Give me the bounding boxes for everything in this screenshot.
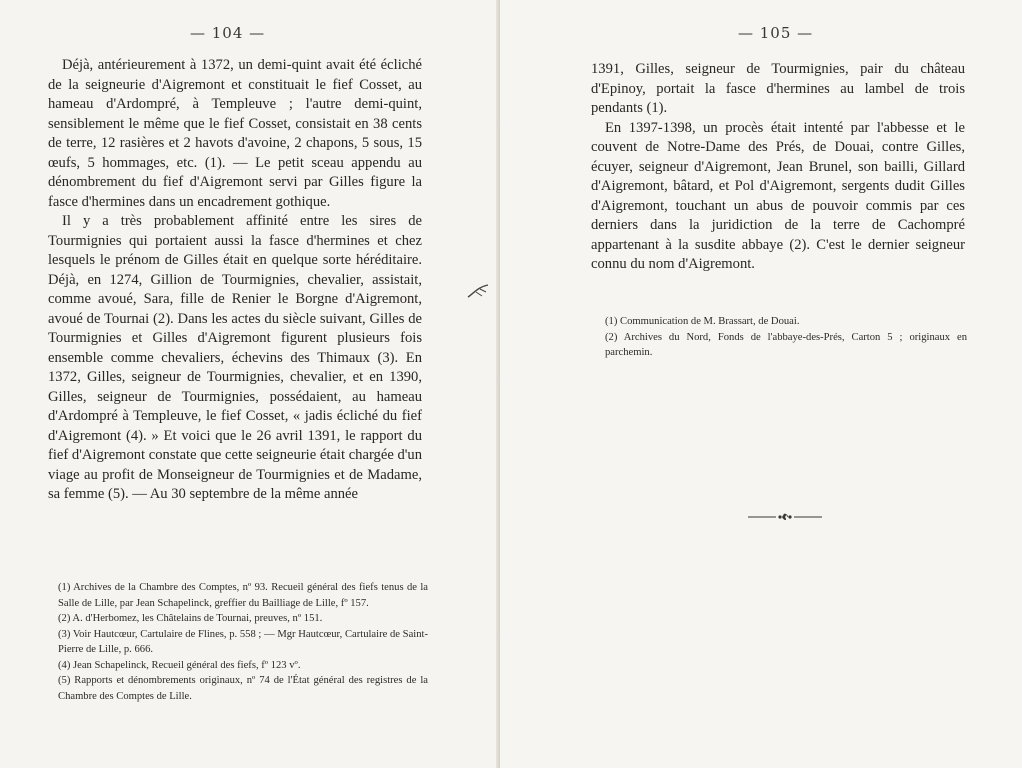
right-footnotes (605, 314, 967, 361)
left-page (0, 0, 500, 768)
left-body-text (48, 56, 422, 505)
footnote: (4) Jean Schapelinck, Recueil général des fiefs, fº 123 vº. (58, 659, 301, 671)
ink-mark-icon (466, 281, 492, 301)
right-body-text (591, 60, 965, 275)
footnote: (5) Rapports et dénombrements originaux, nº 74 de l'État général des registres de la Chambre des Comptes de Lille. (58, 675, 428, 702)
footnote: (2) A. d'Herbomez, les Châtelains de Tournai, preuves, nº 151. (58, 613, 323, 624)
page-number-left: — 104 — (190, 24, 266, 42)
left-footnotes (58, 580, 428, 704)
end-ornament-icon (748, 510, 822, 524)
footnote: (2) Archives du Nord, Fonds de l'abbaye-des-Prés, Carton 5 ; originaux en parchemin. (605, 331, 967, 358)
footnote: (1) Archives de la Chambre des Comptes, nº 93. Recueil général des fiefs tenus de la Salle de Lille, par Jean Schapelinck, greffier du Bailliage de Lille, fº 157. (58, 582, 428, 609)
paragraph: Il y a très probablement affinité entre les sires de Tourmignies qui portaient aussi la fasce d'hermines et chez lesquels le prénom de Gilles était en quelque sorte héréditaire. Déjà, en 1274, Gillion de Tourmignies, chevalier, assistait, comme avoué, Sara, fille de Renier le Borgne d'Aigremont, avoué de Tournai (2). Dans les actes du siècle suivant, Gilles de Tourmignies et Gilles d'Aigremont figurent plusieurs fois ensemble comme chevaliers, échevins des Thimaux (3). En 1372, Gilles, seigneur de Tourmignies, chevalier, et en 1390, Gilles, seigneur de Tourmignies, possédaient, au hameau d'Ardompré à Templeuve, le fief Cosset, « jadis écliché du fief d'Aigremont (4). » Et voici que le 26 avril 1391, le rapport du fief d'Aigremont constate que cette seigneurie était chargée d'un viage au profit de Monseigneur de Tourmignies et de Madame, sa femme (5). — Au 30 septembre de la même année (48, 213, 422, 502)
paragraph: Déjà, antérieurement à 1372, un demi-quint avait été écliché de la seigneurie d'Aigremont et constituait le fief Cosset, au hameau d'Ardompré, à Templeuve ; l'autre demi-quint, sensiblement le même que le fief Cosset, consistait en 38 cents de terre, 12 rasières et 2 havots d'avoine, 2 chapons, 5 sous, 15 œufs, 5 hommages, etc. (1). — Le petit sceau appendu au dénombrement du fief d'Aigremont servi par Gilles figure la fasce d'hermines dans un encadrement gothique. (48, 57, 422, 210)
paragraph: 1391, Gilles, seigneur de Tourmignies, pair du château d'Epinoy, portait la fasce d'hermines au lambel de trois pendants (1). (591, 61, 965, 116)
footnote: (1) Communication de M. Brassart, de Douai. (605, 316, 800, 327)
right-page (500, 0, 1022, 768)
page-number-right: — 105 — (738, 24, 814, 42)
footnote: (3) Voir Hautcœur, Cartulaire de Flines, p. 558 ; — Mgr Hautcœur, Cartulaire de Saint-Pierre de Lille, p. 666. (58, 628, 428, 655)
paragraph: En 1397-1398, un procès était intenté par l'abbesse et le couvent de Notre-Dame des Prés, de Douai, contre Gilles, écuyer, seigneur d'Aigremont, Jean Brunel, son bailli, Gillard d'Aigremont, bâtard, et Pol d'Aigremont, sergents dudit Gilles d'Aigremont, touchant un abus de pouvoir commis par ces derniers dans la juridiction de la terre de Cachompré appartenant à la susdite abbaye (2). C'est le dernier seigneur connu du nom d'Aigremont. (591, 119, 965, 272)
